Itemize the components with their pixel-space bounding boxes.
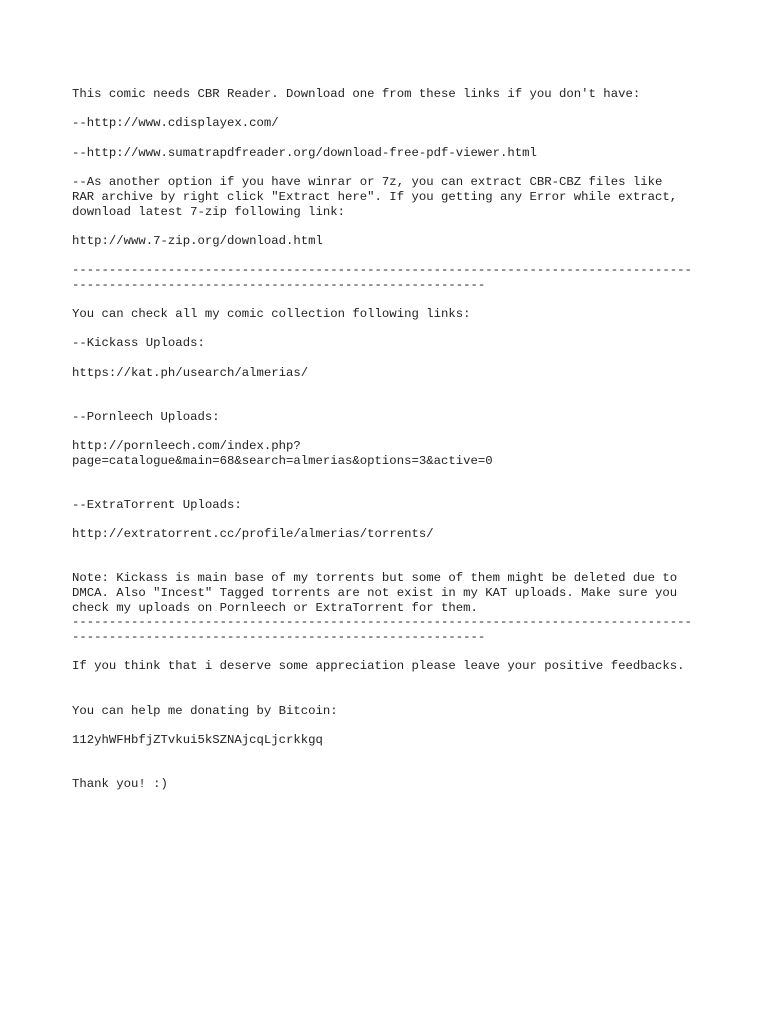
extract-option-text: download latest 7-zip following link:	[72, 205, 346, 219]
kickass-heading: --Kickass Uploads:	[72, 336, 205, 350]
pornleech-heading: --Pornleech Uploads:	[72, 410, 220, 424]
dashed-divider: ------------------------------------------------------------------------------------	[72, 615, 692, 629]
collection-intro: You can check all my comic collection following links:	[72, 307, 471, 321]
extratorrent-link: http://extratorrent.cc/profile/almerias/torrents/	[72, 527, 434, 541]
note-text: check my uploads on Pornleech or ExtraTorrent for them.	[72, 601, 478, 615]
dashed-divider: ------------------------------------------------------------------------------------	[72, 263, 692, 277]
7zip-link: http://www.7-zip.org/download.html	[72, 234, 323, 248]
extratorrent-heading: --ExtraTorrent Uploads:	[72, 498, 242, 512]
thank-you-text: Thank you! :)	[72, 777, 168, 791]
extract-option-text: RAR archive by right click "Extract here". If you getting any Error while extract,	[72, 190, 678, 204]
pornleech-link: http://pornleech.com/index.php?	[72, 439, 301, 453]
kickass-link: https://kat.ph/usearch/almerias/	[72, 366, 309, 380]
intro-text: This comic needs CBR Reader. Download one from these links if you don't have:	[72, 87, 641, 101]
dashed-divider: --------------------------------------------------------	[72, 278, 486, 292]
pornleech-link: page=catalogue&main=68&search=almerias&options=3&active=0	[72, 454, 493, 468]
bitcoin-address: 112yhWFHbfjZTvkui5kSZNAjcqLjcrkkgq	[72, 733, 323, 747]
note-text: DMCA. Also "Incest" Tagged torrents are not exist in my KAT uploads. Make sure you	[72, 586, 678, 600]
note-text: Note: Kickass is main base of my torrents but some of them might be deleted due to	[72, 571, 678, 585]
dashed-divider: --------------------------------------------------------	[72, 630, 486, 644]
cdisplayex-link: --http://www.cdisplayex.com/	[72, 116, 279, 130]
appreciation-text: If you think that i deserve some appreciation please leave your positive feedbacks.	[72, 659, 685, 673]
extract-option-text: --As another option if you have winrar or 7z, you can extract CBR-CBZ files like	[72, 175, 663, 189]
sumatrapdf-link: --http://www.sumatrapdfreader.org/download-free-pdf-viewer.html	[72, 146, 537, 160]
donation-text: You can help me donating by Bitcoin:	[72, 704, 338, 718]
